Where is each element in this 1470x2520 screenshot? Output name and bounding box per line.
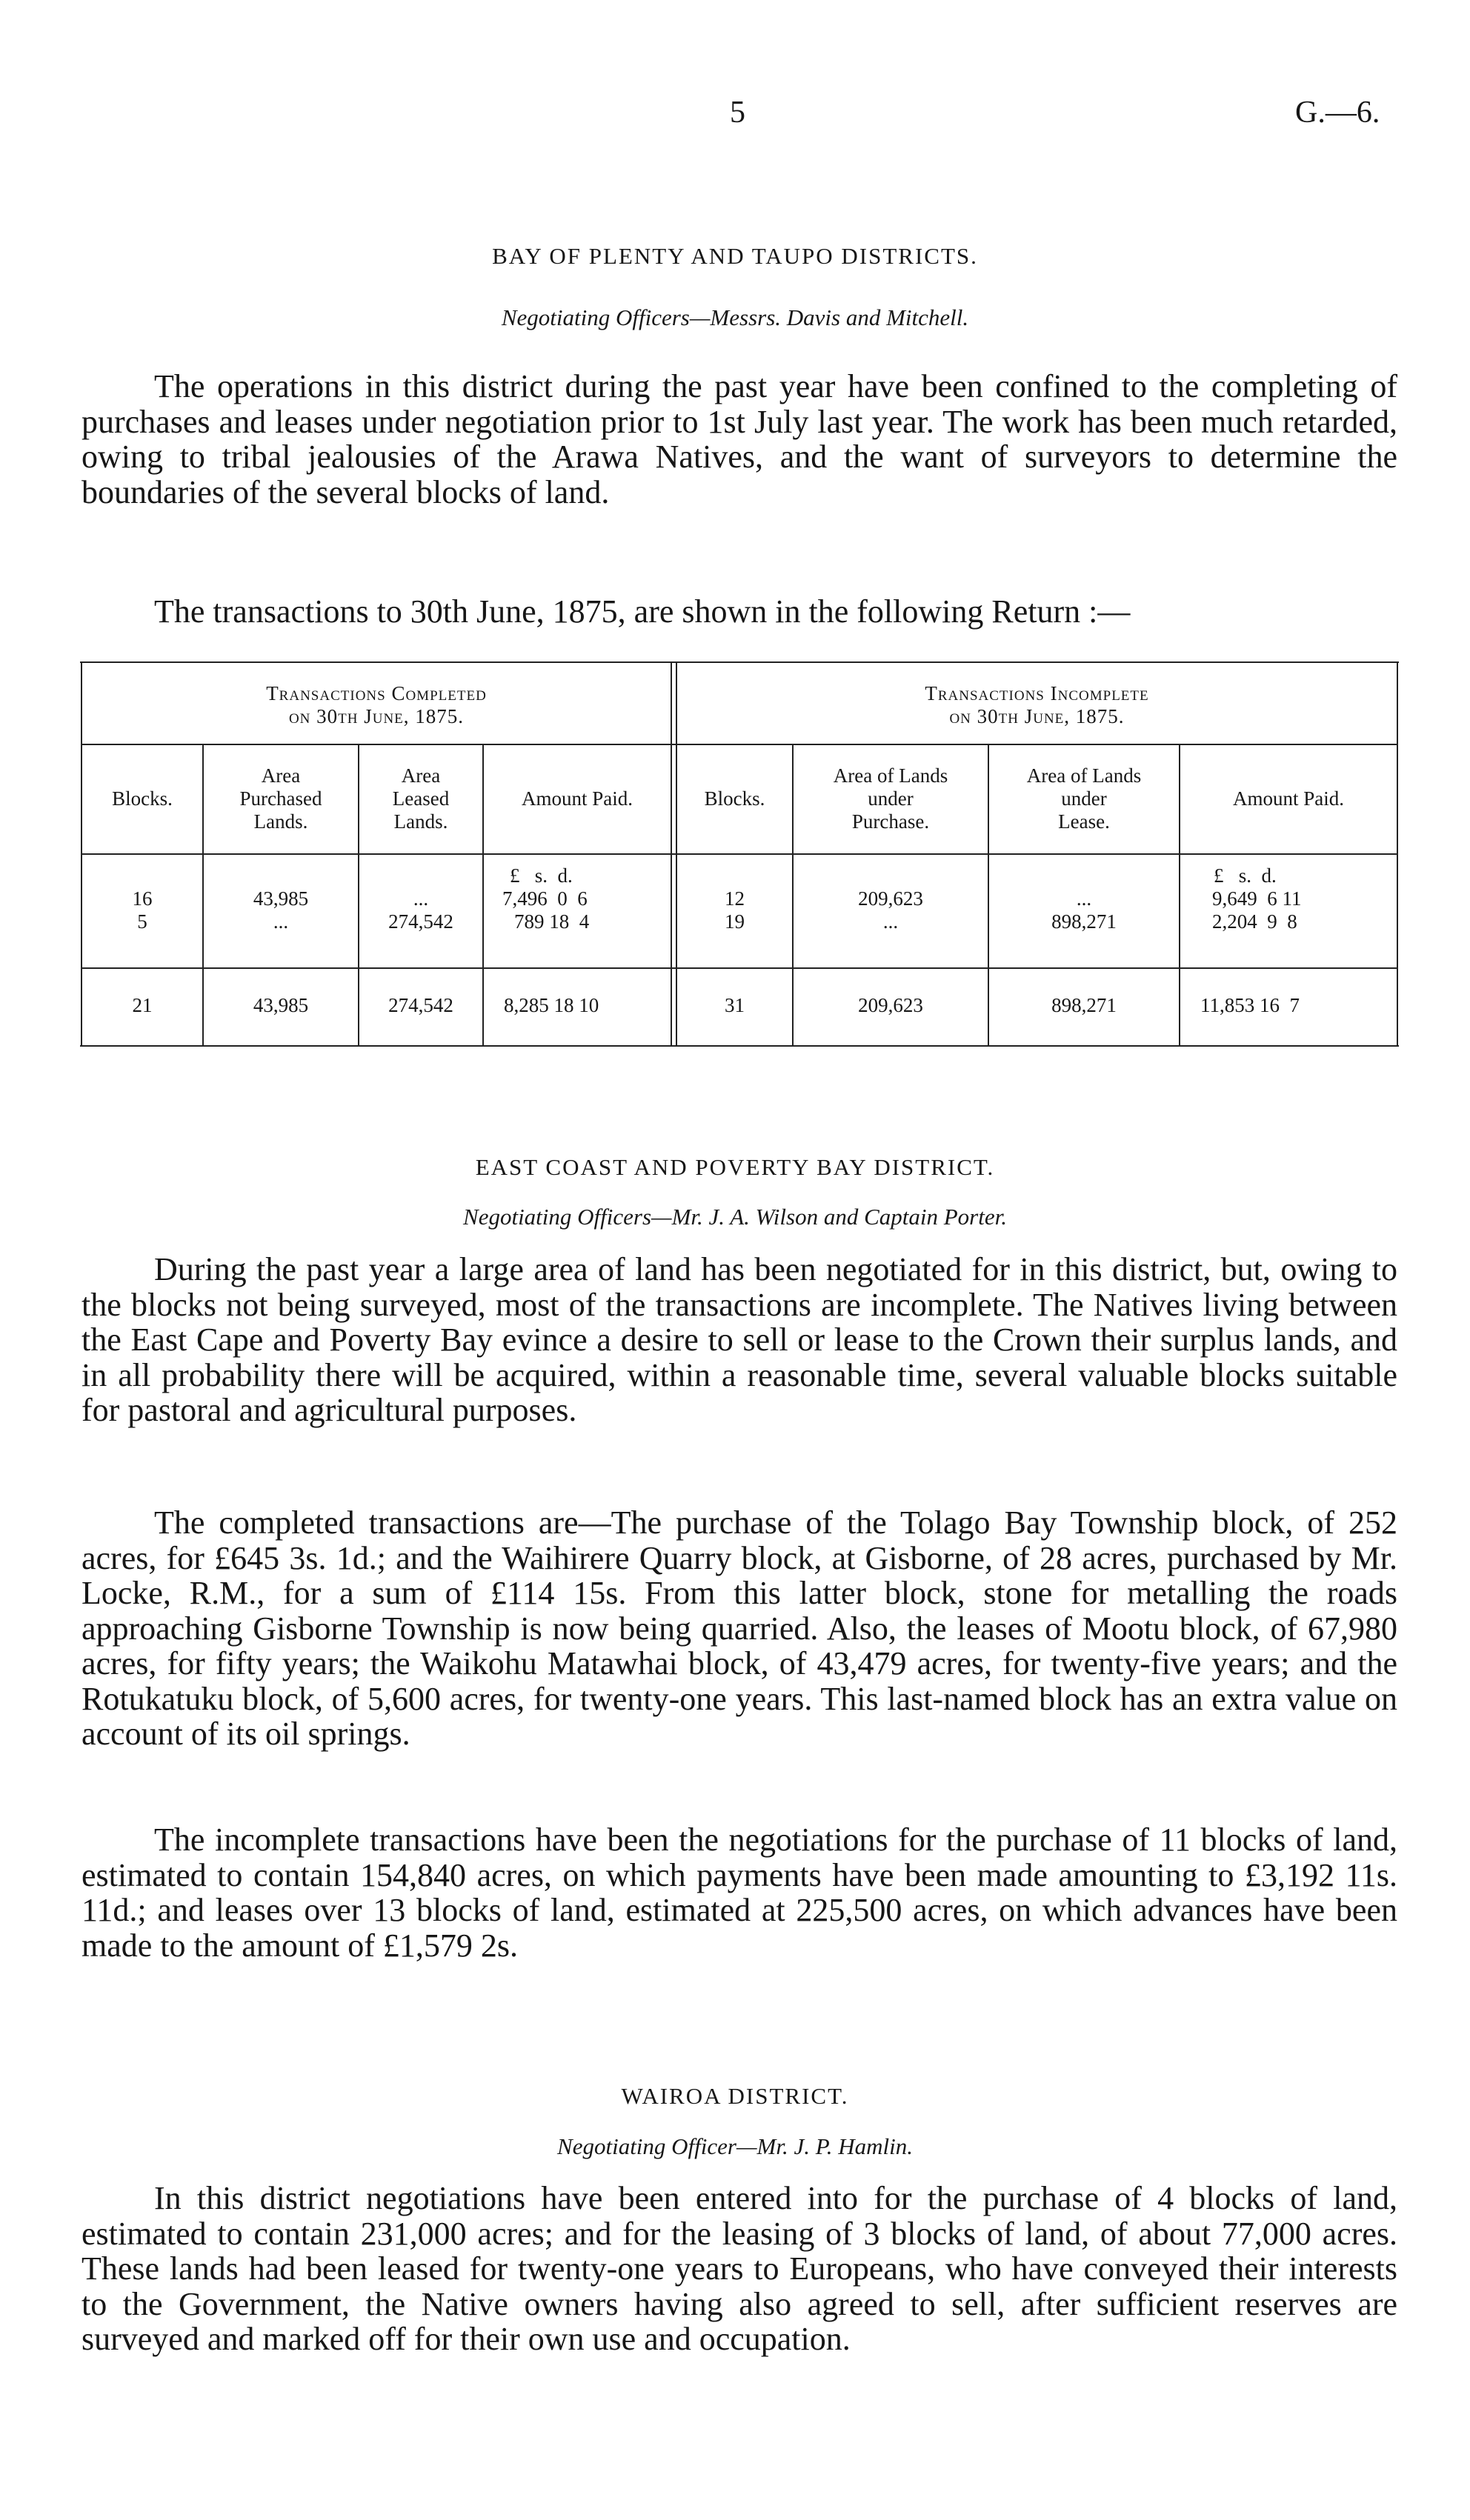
row1-blocks: 16 <box>132 887 153 910</box>
row1-amount-paid: 7,496 0 6 <box>502 887 588 910</box>
col-header-area-leased <box>359 764 483 833</box>
col-header-blocks: Blocks. <box>112 787 173 810</box>
row2-area-leased: 274,542 <box>388 910 453 933</box>
col-header-amount-paid-incomplete: Amount Paid. <box>1232 787 1344 810</box>
row2-amount-paid-incomplete: 2,204 9 8 <box>1212 910 1297 933</box>
section-title-east-coast: EAST COAST AND POVERTY BAY DISTRICT. <box>475 1154 995 1180</box>
row2-area-under-lease: 898,271 <box>1051 910 1117 933</box>
paragraph-wairoa-negotiations: In this district negotiations have been entered into for the purchase of 4 blocks of land, estimated to contain 231,000 acres; and for the leasing of 3 blocks of land, of about 77,000 acres. These lands had been leased for twenty-one years to Europeans, who have conveyed their interests to the Government, the Native owners having also agreed to sell, after sufficient reserves are surveyed and marked off for their own use and occupation. <box>82 2180 1397 2357</box>
transactions-return-table <box>80 661 1399 1047</box>
row2-area-purchased: ... <box>273 910 289 933</box>
row1-blocks-incomplete: 12 <box>725 887 745 910</box>
currency-header-incomplete: £ s. d. <box>1214 864 1277 887</box>
total-area-purchased: 43,985 <box>253 994 309 1016</box>
currency-header-completed: £ s. d. <box>510 864 573 887</box>
col-header-area-leased-l2: Leased <box>392 787 450 810</box>
col-header-area-purchased-l1: Area <box>261 764 301 787</box>
col-header-area-purchased <box>203 764 359 833</box>
group-header-incomplete-line1: Transactions Incomplete <box>925 682 1149 704</box>
group-header-incomplete <box>676 682 1397 728</box>
col-header-area-under-purchase <box>793 764 988 833</box>
total-amount-paid-incomplete: 11,853 16 7 <box>1200 994 1300 1016</box>
section-title-bay-of-plenty: BAY OF PLENTY AND TAUPO DISTRICTS. <box>492 243 978 269</box>
row2-amount-paid: 789 18 4 <box>514 910 590 933</box>
col-header-area-purchased-l2: Purchased <box>239 787 322 810</box>
paragraph-bay-of-plenty-operations: The operations in this district during the past year have been confined to the completing of purchases and leases under negotiation prior to 1st July last year. The work has been much retarded, owing to tribal jealousies of the Arawa Natives, and the want of surveyors to determine the boundaries of the several blocks of land. <box>82 368 1397 510</box>
row1-amount-paid-incomplete: 9,649 6 11 <box>1212 887 1302 910</box>
col-header-area-leased-l1: Area <box>401 764 441 787</box>
col-header-area-under-purchase-l2: under <box>868 787 914 810</box>
col-header-area-under-lease-l1: Area of Lands <box>1026 764 1142 787</box>
col-header-amount-paid: Amount Paid. <box>521 787 633 810</box>
group-header-incomplete-line2: on 30th June, 1875. <box>949 705 1125 727</box>
paragraph-east-coast-negotiations: During the past year a large area of land has been negotiated for in this district, but, owing to the blocks not being surveyed, most of the transactions are incomplete. The Natives living between the East Cape and Poverty Bay evince a desire to sell or lease to the Crown their surplus lands, and in all probability there will be acquired, within a reasonable time, several valuable blocks suitable for pastoral and agricultural purposes. <box>82 1251 1397 1428</box>
group-header-completed-line1: Transactions Completed <box>266 682 487 704</box>
row1-area-purchased: 43,985 <box>253 887 309 910</box>
col-header-area-under-purchase-l3: Purchase. <box>851 810 930 833</box>
total-area-under-purchase: 209,623 <box>858 994 923 1016</box>
total-area-leased: 274,542 <box>388 994 453 1016</box>
negotiating-officers-east-coast: Negotiating Officers—Mr. J. A. Wilson and Captain Porter. <box>463 1204 1007 1230</box>
group-header-completed-line2: on 30th June, 1875. <box>288 705 465 727</box>
total-area-under-lease: 898,271 <box>1051 994 1117 1016</box>
section-title-wairoa: WAIROA DISTRICT. <box>621 2083 849 2109</box>
total-amount-paid: 8,285 18 10 <box>504 994 599 1016</box>
row1-area-under-purchase: 209,623 <box>858 887 923 910</box>
col-header-area-leased-l3: Lands. <box>393 810 448 833</box>
row1-area-leased: ... <box>413 887 429 910</box>
row1-area-under-lease: ... <box>1076 887 1092 910</box>
col-header-area-under-purchase-l1: Area of Lands <box>833 764 948 787</box>
group-header-completed <box>82 682 671 728</box>
row2-area-under-purchase: ... <box>882 910 899 933</box>
paragraph-transactions-return-intro: The transactions to 30th June, 1875, are shown in the following Return :— <box>154 593 1131 630</box>
col-header-area-purchased-l3: Lands. <box>253 810 308 833</box>
page-number: 5 <box>730 96 745 130</box>
paragraph-east-coast-completed: The completed transactions are—The purchase of the Tolago Bay Township block, of 252 acres, for £645 3s. 1d.; and the Waihirere Quarry block, at Gisborne, of 28 acres, purchased by Mr. Locke, R.M., for a sum of £114 15s. From this latter block, stone for metalling the roads approaching Gisborne Township is now being quarried. Also, the leases of Mootu block, of 67,980 acres, for fifty years; the Waikohu Matawhai block, of 43,479 acres, for twenty-five years; and the Rotukatuku block, of 5,600 acres, for twenty-one years. This last-named block has an extra value on account of its oil springs. <box>82 1504 1397 1752</box>
negotiating-officers-bay-of-plenty: Negotiating Officers—Messrs. Davis and Mitchell. <box>501 304 969 330</box>
total-blocks-incomplete: 31 <box>725 994 745 1016</box>
row2-blocks-incomplete: 19 <box>725 910 745 933</box>
total-blocks: 21 <box>132 994 153 1016</box>
col-header-area-under-lease <box>988 764 1180 833</box>
col-header-blocks-incomplete: Blocks. <box>704 787 765 810</box>
negotiating-officer-wairoa: Negotiating Officer—Mr. J. P. Hamlin. <box>557 2133 913 2159</box>
col-header-area-under-lease-l2: under <box>1061 787 1107 810</box>
paragraph-east-coast-incomplete: The incomplete transactions have been the negotiations for the purchase of 11 blocks of land, estimated to contain 154,840 acres, on which payments have been made amounting to £3,192 11s. 11d.; and leases over 13 blocks of land, estimated at 225,500 acres, on which advances have been made to the amount of £1,579 2s. <box>82 1821 1397 1964</box>
document-reference: G.—6. <box>1295 96 1380 130</box>
col-header-area-under-lease-l3: Lease. <box>1058 810 1110 833</box>
row2-blocks: 5 <box>137 910 147 933</box>
